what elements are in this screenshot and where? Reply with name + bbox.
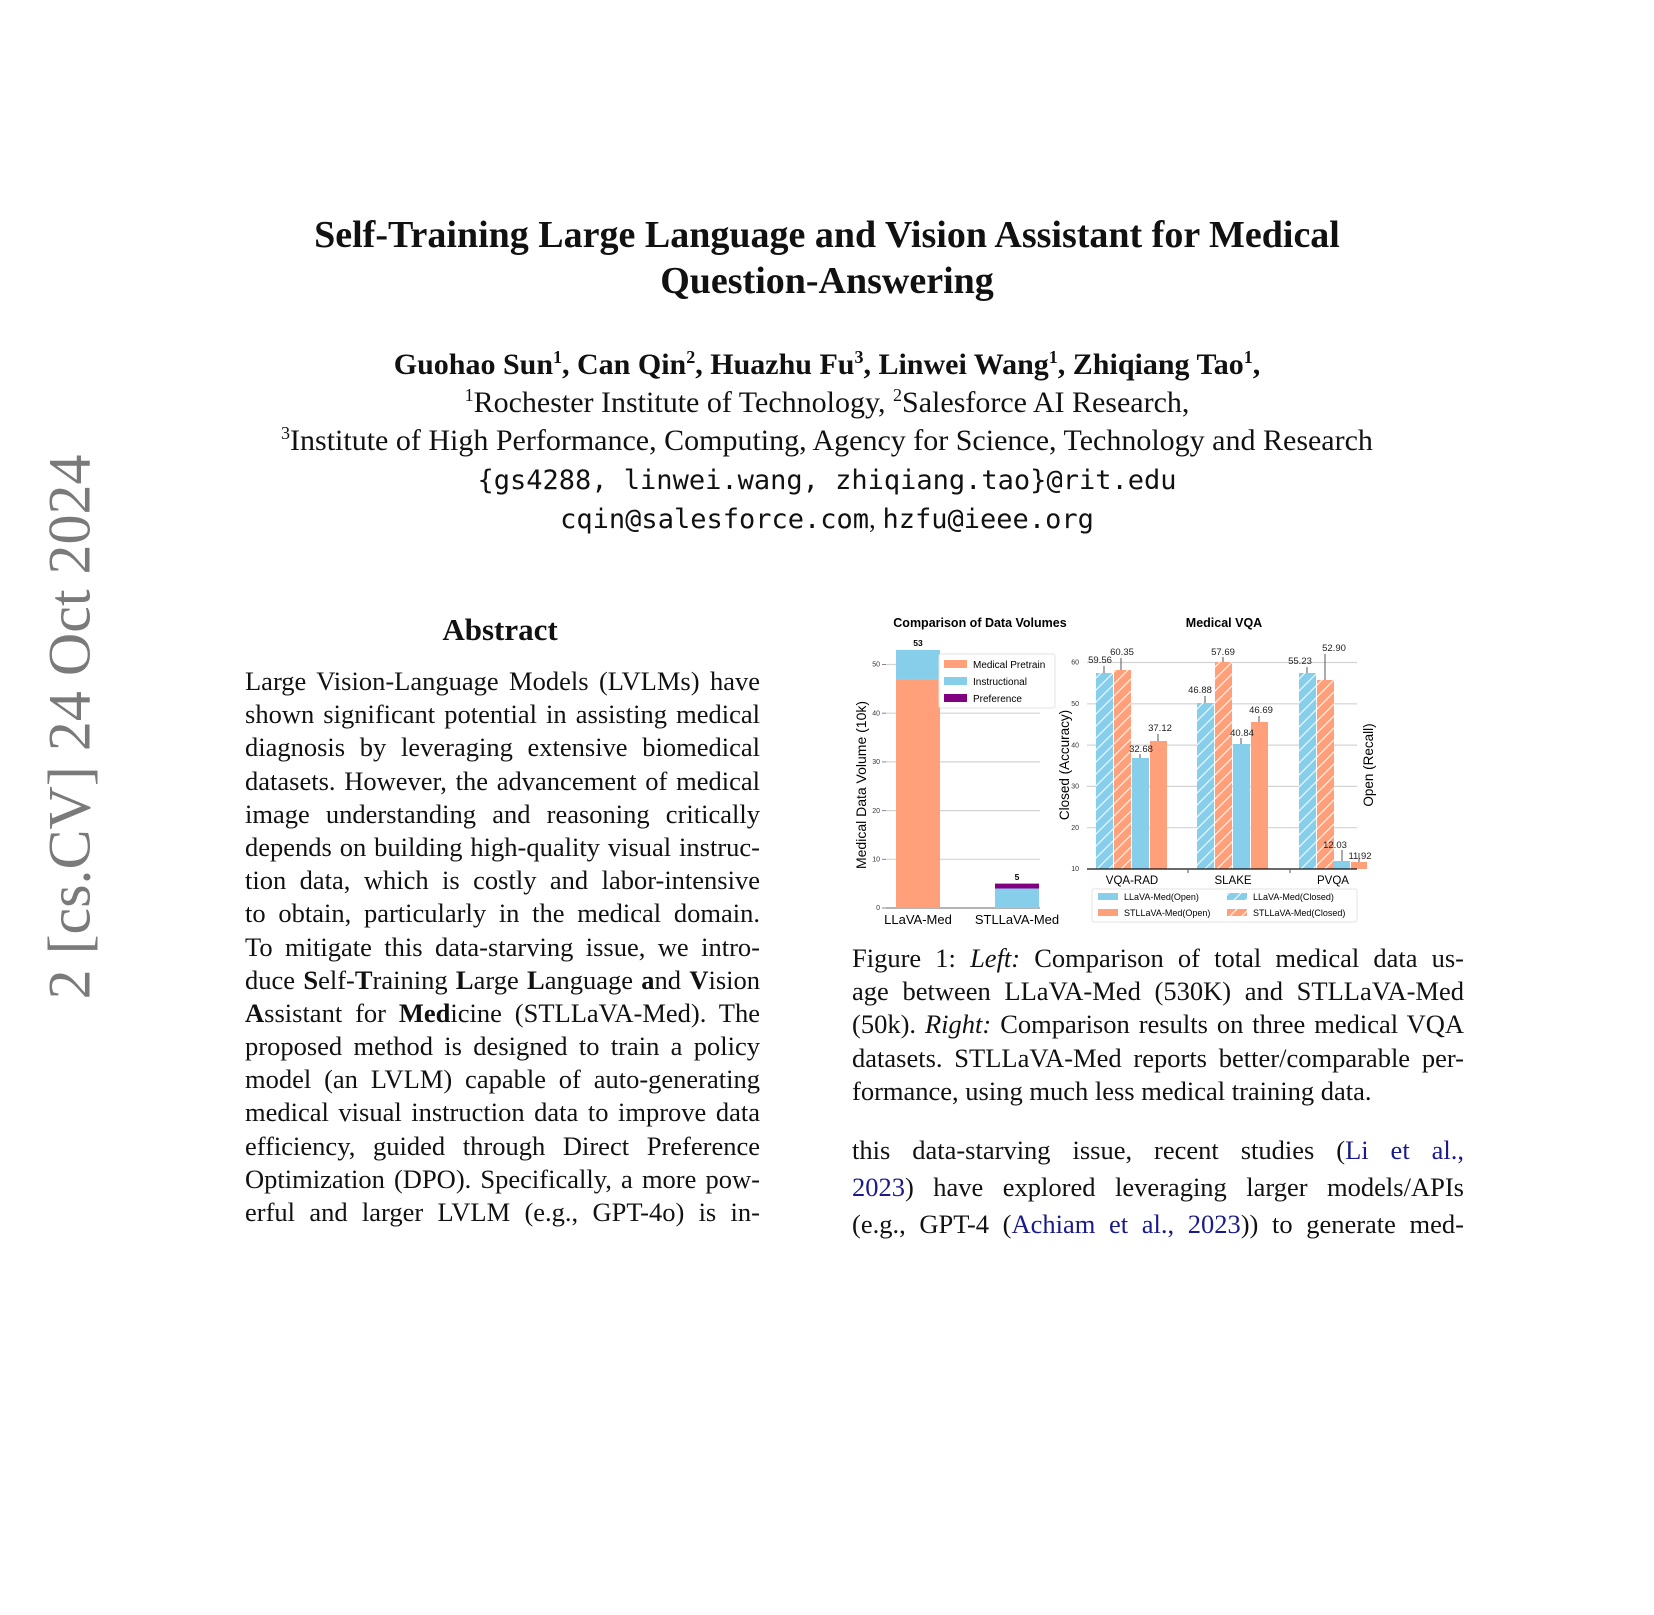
y-axis-left-label: Closed (Accuracy) — [1057, 709, 1072, 821]
svg-text:60.35: 60.35 — [1110, 647, 1134, 658]
bar-llava-pretrain — [896, 679, 940, 908]
svg-text:20: 20 — [1071, 825, 1079, 832]
svg-text:LLaVA-Med(Closed): LLaVA-Med(Closed) — [1253, 892, 1334, 902]
citation-link[interactable]: Li et al., — [1345, 1135, 1464, 1165]
figure-1-charts — [852, 610, 1462, 925]
author: Can Qin$^2$, — [577, 347, 711, 381]
svg-text:37.12: 37.12 — [1148, 723, 1172, 734]
svg-text:50: 50 — [872, 661, 880, 669]
legend — [939, 654, 1055, 708]
bar-stllava-instructional — [995, 889, 1039, 909]
svg-text:STLLaVA-Med(Closed): STLLaVA-Med(Closed) — [1253, 908, 1346, 918]
author: Zhiqiang Tao$^1$, — [1072, 347, 1261, 381]
citation-link[interactable]: 2023 — [852, 1172, 905, 1202]
author: Linwei Wang$^1$, — [878, 347, 1073, 381]
svg-text:59.56: 59.56 — [1088, 655, 1112, 666]
bar-total-label: 53 — [913, 638, 923, 648]
author-list — [0, 347, 1654, 383]
bar-llava-instructional — [896, 650, 940, 679]
y-axis-right-label: Open (Recall) — [1361, 723, 1376, 807]
svg-text:40.84: 40.84 — [1230, 728, 1254, 739]
svg-text:12.03: 12.03 — [1323, 840, 1347, 851]
body-text: this data-starving issue, recent studies (Li et al., 2023) have explored leveraging larger models/APIs (e.g., GPT-4 (Achiam et al., 2023)) to generate med- — [852, 1135, 1464, 1239]
bar-stllava-preference — [995, 884, 1039, 889]
svg-text:46.88: 46.88 — [1188, 685, 1212, 696]
svg-text:STLLaVA-Med(Open): STLLaVA-Med(Open) — [1124, 908, 1211, 918]
bar-total-label: 5 — [1014, 872, 1020, 882]
svg-text:30: 30 — [872, 759, 880, 767]
svg-text:Instructional: Instructional — [973, 677, 1027, 688]
x-tick-pvqa: PVQA — [1317, 875, 1349, 887]
svg-text:55.23: 55.23 — [1288, 656, 1312, 667]
chart-title: Medical VQA — [1185, 616, 1263, 630]
svg-text:10: 10 — [1071, 866, 1079, 873]
svg-text:52.90: 52.90 — [1322, 643, 1346, 654]
author: Huazhu Fu$^3$, — [710, 347, 879, 381]
figure-caption: Figure 1: Left: Comparison of total medical data us- age between LLaVA-Med (530K) and STLLaVA-Med (50k). Right: Comparison results on three medical VQA datasets. STLLaVA-Med reports better/comparable per- formance, using much less medical training data. — [852, 943, 1464, 1106]
legend — [1092, 889, 1357, 922]
svg-text:30: 30 — [1071, 783, 1079, 791]
affiliation-line-1: $^1$Rochester Institute of Technology, $^2$Salesforce AI Research, — [464, 385, 1190, 419]
x-tick-stllava-med: STLLaVA-Med — [974, 912, 1060, 925]
svg-text:0: 0 — [876, 905, 880, 912]
svg-text:Preference: Preference — [973, 694, 1022, 705]
author: Guohao Sun$^1$, — [393, 347, 578, 381]
svg-text:10: 10 — [872, 856, 880, 864]
acronym-line-2: Assistant for Medicine (STLLaVA-Med). The — [245, 997, 760, 1028]
x-tick-llava-med: LLaVA-Med — [884, 912, 952, 925]
abstract-heading: Abstract — [442, 612, 558, 647]
svg-text:57.69: 57.69 — [1211, 647, 1235, 658]
abstract-body: Large Vision-Language Models (LVLMs) have shown significant potential in assisting medical diagnosis by leveraging extensive biomedical datasets. However, the advancement of medical image understanding and reasoning critically depends on building high-quality visual instruc- tion data, which is costly and labor-intensive to obtain, particularly in the medical domain. To mitigate this data-starving issue, we intro- duce Self-Training Large Language and Vision Assistant for Medicine (STLLaVA-Med). The proposed method is designed to train a policy model (an LVLM) capable of auto-generating medical visual instruction data to improve data efficiency, guided through Direct Preference Optimization (DPO). Specifically, a more pow- erful and larger LVLM (e.g., GPT-4o) is in- — [245, 666, 761, 1227]
svg-text:32.68: 32.68 — [1129, 744, 1153, 755]
svg-text:46.69: 46.69 — [1249, 705, 1273, 716]
title-line-1: Self-Training Large Language and Vision Assistant for Medical — [314, 214, 1340, 256]
acronym-line-1: duce Self-Training Large Language and Vision — [245, 964, 761, 995]
svg-text:40: 40 — [872, 710, 880, 718]
svg-text:LLaVA-Med(Open): LLaVA-Med(Open) — [1124, 892, 1199, 902]
title-line-2: Question-Answering — [660, 260, 994, 302]
svg-text:40: 40 — [1071, 742, 1079, 750]
svg-text:11.92: 11.92 — [1348, 851, 1372, 862]
svg-text:Medical Pretrain: Medical Pretrain — [973, 660, 1046, 671]
svg-text:60: 60 — [1071, 659, 1079, 667]
x-tick-slake: SLAKE — [1214, 875, 1252, 887]
y-axis-label: Medical Data Volume (10k) — [853, 700, 869, 870]
svg-text:50: 50 — [1071, 701, 1079, 708]
arxiv-stamp: 2 [cs.CV] 24 Oct 2024 — [36, 454, 103, 1000]
svg-text:20: 20 — [872, 807, 880, 815]
chart-title: Comparison of Data Volumes — [893, 616, 1067, 630]
affiliation-line-2: $^3$Institute of High Performance, Computing, Agency for Science, Technology and Research — [281, 423, 1373, 457]
email-line-2: cqin@salesforce.com, hzfu@ieee.org — [560, 504, 1094, 535]
email-line-1: {gs4288, linwei.wang, zhiqiang.tao}@rit.edu — [477, 465, 1177, 496]
citation-link[interactable]: Achiam et al., 2023 — [1011, 1209, 1241, 1239]
data-volume-chart — [853, 616, 1067, 925]
x-tick-vqa-rad: VQA-RAD — [1105, 875, 1159, 887]
paper-title — [0, 212, 1654, 304]
medical-vqa-chart — [1057, 616, 1376, 922]
